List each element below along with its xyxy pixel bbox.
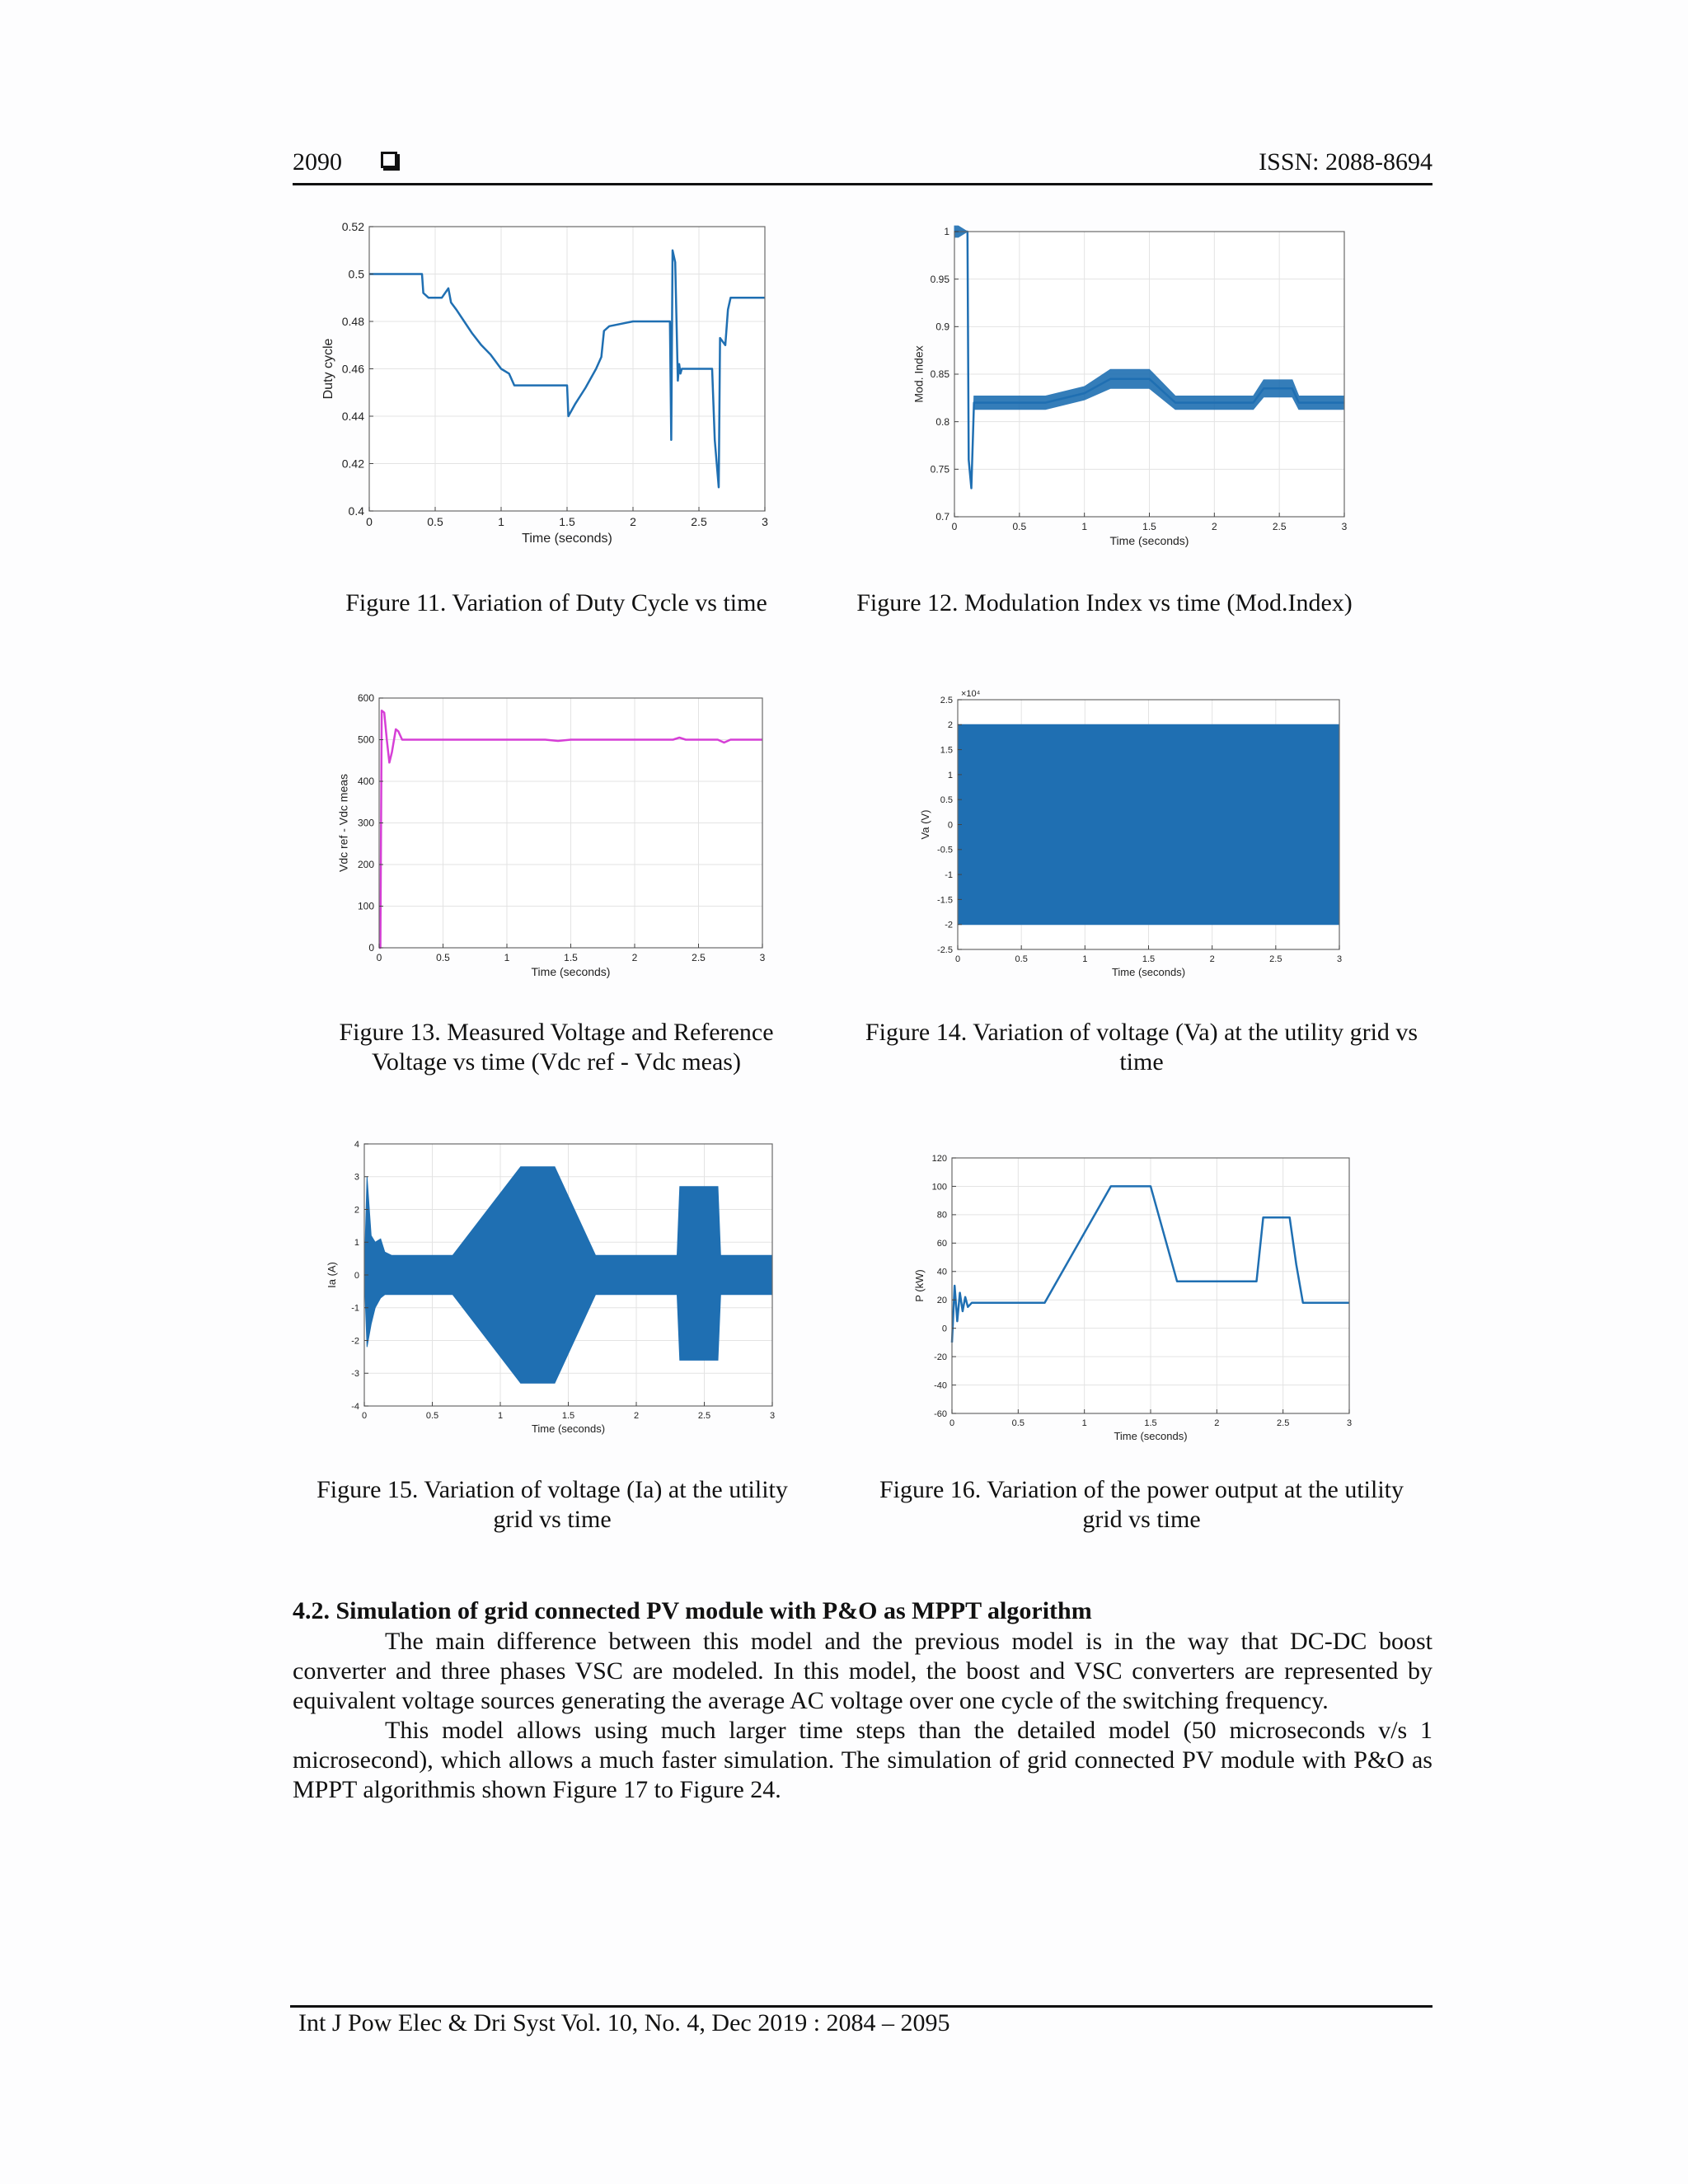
y-tick-label: 0.48 <box>341 314 364 328</box>
y-tick-label: -20 <box>934 1352 947 1362</box>
x-axis-label: Time (seconds) <box>1111 966 1186 978</box>
x-tick-label: 0.5 <box>425 1411 439 1421</box>
x-tick-label: 0 <box>951 521 958 532</box>
x-tick-label: 0.5 <box>427 515 443 528</box>
x-tick-label: 2.5 <box>692 952 706 963</box>
y-tick-label: 2 <box>354 1205 359 1216</box>
figure-14-caption-line2: time <box>1119 1048 1164 1076</box>
y-tick-label: 1 <box>947 770 953 780</box>
x-tick-label: 1 <box>1082 954 1088 964</box>
x-tick-label: 1.5 <box>1142 954 1156 964</box>
figure-15-caption-line2: grid vs time <box>493 1506 612 1533</box>
y-axis-label: Mod. Index <box>912 345 926 403</box>
y-tick-label: 4 <box>354 1139 359 1150</box>
y-tick-label: 0.42 <box>341 457 364 471</box>
x-tick-label: 1.5 <box>1144 1418 1157 1428</box>
y-tick-label: 0.4 <box>348 504 364 518</box>
x-tick-label: 1 <box>498 515 504 528</box>
x-tick-label: 2 <box>631 952 638 963</box>
y-tick-label: 1.5 <box>940 745 953 756</box>
journal-issn: ISSN: 2088-8694 <box>1259 148 1432 176</box>
x-tick-label: 1 <box>504 952 510 963</box>
x-tick-label: 1.5 <box>561 1411 575 1421</box>
y-tick-label: 2.5 <box>940 695 953 705</box>
x-axis-label: Time (seconds) <box>531 1422 606 1435</box>
figure-15-caption-line1: Figure 15. Variation of voltage (Ia) at the utility <box>316 1476 788 1503</box>
y-tick-label: 200 <box>357 859 374 871</box>
section-paragraph-2: This model allows using much larger time steps than the detailed model (50 microseconds v/s 1 microsecond), which allows a much faster simulation. The simulation of grid connected PV module with P&O as MPPT algorithmis shown Figure 17 to Figure 24. <box>293 1717 1432 1803</box>
figure-13-plot <box>330 688 775 985</box>
y-tick-label: 0.44 <box>341 409 364 423</box>
figure-12-caption-text: Figure 12. Modulation Index vs time (Mod.Index) <box>856 589 1353 616</box>
header-rule <box>293 183 1432 185</box>
y-tick-label: 1 <box>944 226 950 238</box>
y-tick-label: -1 <box>945 869 953 880</box>
figure-11-plot <box>313 214 775 560</box>
y-axis-label: Duty cycle <box>321 338 336 400</box>
x-tick-label: 2 <box>1209 954 1215 964</box>
y-tick-label: -1.5 <box>937 895 953 906</box>
x-tick-label: 0 <box>954 954 961 964</box>
x-axis-label: Time (seconds) <box>522 532 612 546</box>
y-tick-label: 0.5 <box>348 267 364 281</box>
y-tick-label: 300 <box>357 817 374 829</box>
y-axis-label: Ia (A) <box>325 1262 338 1288</box>
x-tick-label: 3 <box>759 952 766 963</box>
y-tick-label: 0.9 <box>935 321 950 333</box>
y-tick-label: 120 <box>931 1153 947 1164</box>
y-tick-label: 400 <box>357 776 374 788</box>
x-tick-label: 3 <box>1336 954 1343 964</box>
x-tick-label: 2 <box>1214 1418 1220 1428</box>
figure-16-caption-line1: Figure 16. Variation of the power output at the utility <box>879 1476 1404 1503</box>
y-tick-label: 100 <box>931 1182 947 1193</box>
y-tick-label: 0.7 <box>935 511 950 523</box>
x-tick-label: 1.5 <box>564 952 578 963</box>
y-tick-label: -3 <box>351 1369 359 1380</box>
y-tick-label: 60 <box>936 1239 947 1249</box>
x-axis-label: Time (seconds) <box>1114 1430 1188 1442</box>
x-tick-label: 2.5 <box>697 1411 711 1421</box>
page-number: 2090 <box>293 148 342 176</box>
figure-15-caption <box>280 1475 824 1535</box>
y-tick-label: 80 <box>936 1210 947 1221</box>
figure-13-caption-line2: Voltage vs time (Vdc ref - Vdc meas) <box>372 1048 741 1076</box>
y-tick-label: -60 <box>934 1408 947 1419</box>
figure-14-caption-line1: Figure 14. Variation of voltage (Va) at the utility grid vs <box>865 1019 1418 1046</box>
y-tick-label: 0.75 <box>930 463 950 476</box>
x-tick-label: 1 <box>1081 521 1088 532</box>
y-tick-label: -2.5 <box>937 944 953 955</box>
x-tick-label: 3 <box>769 1411 776 1421</box>
y-tick-label: 40 <box>936 1267 947 1277</box>
y-tick-label: 0.5 <box>940 795 953 806</box>
x-tick-label: 2.5 <box>1272 521 1287 532</box>
figure-14-caption <box>832 1018 1451 1077</box>
x-tick-label: 1 <box>1081 1418 1087 1428</box>
x-axis-label: Time (seconds) <box>531 965 611 978</box>
figure-16-plot <box>907 1150 1368 1446</box>
x-tick-label: 1.5 <box>559 515 575 528</box>
y-axis-label: Vdc ref - Vdc meas <box>336 773 350 873</box>
footer-rule <box>290 2005 1432 2008</box>
y-tick-label: -40 <box>934 1380 947 1391</box>
x-tick-label: 2.5 <box>1269 954 1282 964</box>
x-tick-label: 0.5 <box>1012 521 1027 532</box>
x-tick-label: 2.5 <box>1277 1418 1290 1428</box>
y-axis-label: Va (V) <box>918 809 931 840</box>
figure-16-caption <box>832 1475 1451 1535</box>
y-tick-label: 1 <box>354 1238 359 1249</box>
figure-13-caption <box>288 1018 824 1077</box>
x-tick-label: 1 <box>497 1411 504 1421</box>
x-tick-label: 0 <box>361 1411 368 1421</box>
figure-11-caption <box>272 588 841 618</box>
y-tick-label: 100 <box>357 900 374 912</box>
figure-12-caption <box>824 588 1385 618</box>
y-tick-label: -0.5 <box>937 845 953 855</box>
x-tick-label: 3 <box>1341 521 1348 532</box>
y-tick-label: -1 <box>351 1303 359 1314</box>
y-tick-label: 0.8 <box>935 415 950 428</box>
y-tick-label: 2 <box>947 720 953 731</box>
footer-citation: Int J Pow Elec & Dri Syst Vol. 10, No. 4, Dec 2019 : 2084 – 2095 <box>298 2009 950 2036</box>
figure-12-plot <box>907 218 1368 556</box>
x-tick-label: 0.5 <box>1015 954 1028 964</box>
figure-16-caption-line2: grid vs time <box>1082 1506 1201 1533</box>
x-tick-label: 2 <box>630 515 636 528</box>
y-tick-label: 600 <box>357 692 374 705</box>
y-tick-label: 0.52 <box>341 219 364 233</box>
figure-13-caption-line1: Figure 13. Measured Voltage and Reference <box>339 1019 774 1046</box>
x-axis-label: Time (seconds) <box>1109 534 1189 547</box>
x-tick-label: 3 <box>762 515 768 528</box>
x-tick-label: 0.5 <box>1011 1418 1025 1428</box>
y-tick-label: 0.85 <box>930 368 950 381</box>
y-tick-label: -4 <box>351 1401 359 1412</box>
x-tick-label: 3 <box>1346 1418 1353 1428</box>
y-tick-label: 500 <box>357 733 374 746</box>
figure-15-plot <box>325 1136 791 1441</box>
x-tick-label: 2.5 <box>691 515 707 528</box>
y-tick-label: -2 <box>351 1336 359 1347</box>
y-tick-label: 0.46 <box>341 362 364 376</box>
y-tick-label: 0 <box>368 942 374 954</box>
y-tick-label: 0 <box>947 820 953 831</box>
figure-11-caption-text: Figure 11. Variation of Duty Cycle vs time <box>345 589 767 616</box>
x-tick-label: 1.5 <box>1142 521 1156 532</box>
y-tick-label: 0 <box>941 1324 947 1334</box>
y-tick-label: 0 <box>354 1270 359 1281</box>
x-tick-label: 0 <box>376 952 382 963</box>
x-tick-label: 2 <box>633 1411 640 1421</box>
y-tick-label: 20 <box>936 1296 947 1306</box>
y-tick-label: 0.95 <box>930 273 950 285</box>
x-tick-label: 0.5 <box>436 952 450 963</box>
series-envelope <box>958 724 1339 924</box>
x-tick-label: 0 <box>366 515 373 528</box>
y-axis-exponent: ×10⁴ <box>961 689 981 699</box>
section-paragraph-1: The main difference between this model and the previous model is in the way that DC-DC boost converter and three phases VSC are modeled. In this model, the boost and VSC converters are represented by equivalent voltage sources generating the average AC voltage over one cycle of the switching frequency. <box>293 1628 1432 1714</box>
y-axis-label: P (kW) <box>912 1269 926 1302</box>
y-tick-label: 3 <box>354 1172 359 1183</box>
header-box-icon <box>381 152 397 168</box>
x-tick-label: 2 <box>1211 521 1217 532</box>
section-heading: 4.2. Simulation of grid connected PV module with P&O as MPPT algorithm <box>293 1597 1092 1624</box>
x-tick-label: 0 <box>949 1418 955 1428</box>
figure-14-plot <box>907 688 1368 981</box>
y-tick-label: -2 <box>945 920 953 930</box>
